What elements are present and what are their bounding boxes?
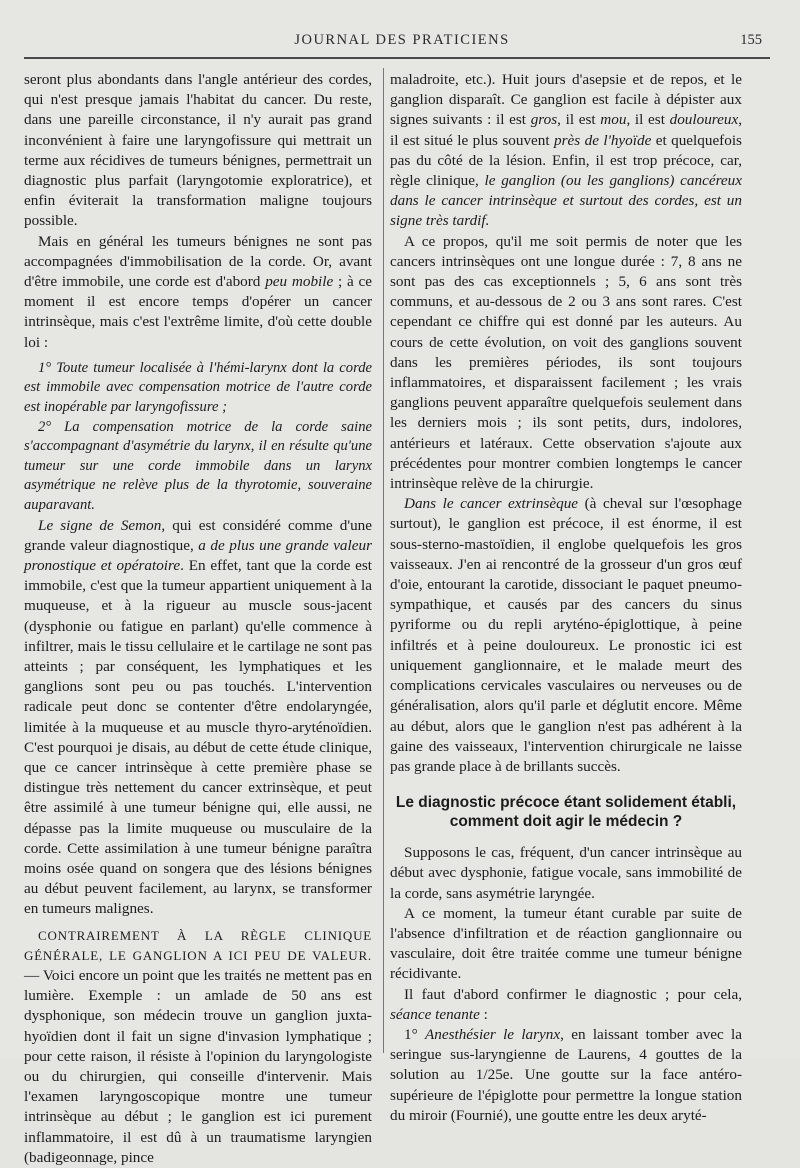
italic-run: Anesthésier le larynx [424,1025,561,1043]
header-rule [24,57,770,59]
paragraph [24,926,372,1168]
running-header [24,32,780,52]
italic-run: peu mobile [265,273,334,291]
law-item-2 [24,418,372,516]
paragraph [24,232,372,353]
text-run: ; à ce moment il est encore temps d'opérer un cancer intrinsèque, mais c'est l'extrême limite, d'où cette double loi : [24,273,372,351]
italic-run: douloureux [669,111,739,129]
paragraph: seront plus abondants dans l'angle antérieur des cordes, qui n'est presque jamais l'habitat du cancer. Du reste, dans une pareille circonstance, il n'y aurait pas grand inconvénient à faire une laryngofissure qui mettrait un terme aux récidives de tumeurs bénignes, permettrait un diagnostic plus parfait (laryngotomie exploratrice), et enfin éviterait la transformation maligne toujours possible. [24,71,372,230]
italic-run: 1° Toute tumeur localisée à l'hémi-larynx dont la corde est immobile avec compensation motrice de l'autre corde est inopérable par laryngofissure ; [24,359,372,416]
text-run: : [479,1005,488,1023]
page-number: 155 [740,32,762,48]
text-run: , il est [626,111,670,129]
text-run: maladroite, etc.). Huit jours d'asepsie et de repos, et le ganglion disparaît. Ce ganglion est facile à dépister aux signes suivants : il est [390,71,742,129]
text-run: et quelquefois pas du côté de la lésion. Enfin, il est trop précoce, car, règle clinique, [390,131,742,190]
paragraph: A ce moment, la tumeur étant curable par suite de l'absence d'infiltration et de réaction ganglionnaire ou vasculaire, doit être traitée comme une tumeur bénigne récidivante. [390,904,742,983]
paragraph: Supposons le cas, fréquent, d'un cancer intrinsèque au début avec dysphonie, fatigue vocale, sans immobilité de la corde, sans asymétrie laryngée. [390,844,742,902]
text-run: , il est situé le plus souvent [390,111,743,149]
text-run: Il faut d'abord confirmer le diagnostic ; pour cela, [404,985,742,1003]
italic-run: près de l'hyoïde [554,131,652,149]
text-run: , en laissant tomber avec la seringue sus-laryngienne de Laurens, 4 gouttes de la solution au 1/25e. Une goutte sur la face antéro-supérieure de l'épiglotte pour permettre la longue station du miroir (Fournié), une goutte entre les deux aryté- [390,1025,743,1124]
text-run: , il est [557,111,601,129]
paragraph: A ce propos, qu'il me soit permis de noter que les cancers intrinsèques ont une longue durée : 7, 8 ans ne sont pas des cas exceptionnels ; 5, 6 ans sont très communs, et au-dessous de 2 ou 3 ans sont rares. C'est cependant ce chiffre qui est donné par les auteurs. Au cours de cette évolution, on voit des ganglions souvent dans les premières périodes, ils sont toujours inflammatoires, et disparaissent facilement ; les vrais ganglions peuvent apparaître quelquefois seulement dans les derniers mois ; ils sont petits, durs, indolores, antérieurs et latéraux. Cette observation s'ajoute aux précédentes pour montrer combien longtemps le cancer intrinsèque relève de la chirurgie. [390,232,742,493]
italic-run: mou [600,111,627,129]
italic-run: 2° La compensation motrice de la corde saine s'accompagnant d'asymétrie du larynx, il en résulte qu'une tumeur sur une corde immobile dans un larynx asymétrique ne relève plus de la thyrotomie, souveraine auparavant. [24,418,372,513]
text-run: . En effet, tant que la corde est immobile, c'est que la tumeur appartient uniquement à la muqueuse, et à la rigueur au muscle sous-jacent (dysphonie ou fatigue en parlant) qu'elle commence à infiltrer, mais le tissu cellulaire et le cartilage ne sont pas atteints ; par conséquent, les lymphatiques et les ganglions sont peu ou pas touchés. L'intervention radicale peut donc se contenter d'être endolaryngée, limitée à la muqueuse et au muscle thyro-aryténoïdien. C'est pourquoi je disais, au début de cette étude clinique, que ce cancer intrinsèque à cette première phase se distingue très nettement du cancer extrinsèque, et peut être assimilé à une tumeur bénigne qui, elle aussi, ne dépasse pas la limite muqueuse ou musculaire de la corde. Cette assimilation à une tumeur bénigne paraîtra moins osée quand on songera que des lésions bénignes au début peuvent facilement, au larynx, se transformer en tumeurs malignes. [24,557,372,918]
paragraph [390,985,742,1025]
paragraph [390,70,742,232]
italic-run: séance tenante [390,1005,480,1023]
italic-run: Le signe de Semon [38,516,162,534]
italic-run: Dans le cancer extrinsèque [404,495,579,513]
italic-run: gros [530,111,558,129]
text-run: , qui est considéré comme d'une grande valeur diagnostique, [24,516,373,554]
italic-run: le ganglion (ou les ganglions) cancéreux dans le cancer intrinsèque et surtout des cordes, est un signe très tardif. [390,172,742,230]
text-run: Mais en général les tumeurs bénignes ne sont pas accompagnées d'immobilisation de la corde. Or, avant d'être immobile, une corde est d'abord [24,232,372,291]
small-caps-heading: CONTRAIREMENT À LA RÈGLE CLINIQUE GÉNÉRALE, LE GANGLION A ICI PEU DE VALEUR. [24,927,372,963]
law-item-1 [24,359,372,418]
paragraph [24,516,372,920]
text-run: (à cheval sur l'œsophage surtout), le ganglion est précoce, il est énorme, il est sous-sterno-mastoïdien, il englobe quelquefois les gros vaisseaux. J'en ai rencontré de la grosseur d'un gros œuf d'oie, entourant la carotide, dissociant le paquet pneumo-sympathique, et causés par des cancers du sinus pyriforme ou du repli aryténo-épiglottique, à peine infiltrés et à peine douloureux. Le pronostic ici est uniquement ganglionnaire, et le malade meurt des complications cervicales vasculaires ou nerveuses ou de généralisation, alors qu'il parle et déglutit encore. Même au début, alors que le ganglion n'est pas adhérent à la gaine des vaisseaux, l'intervention chirurgicale ne laisse pas grande place à de brillants succès. [390,495,742,775]
right-column [390,70,742,1126]
left-column [24,70,372,1168]
column-divider [383,68,384,1053]
italic-run: a de plus une grande valeur pronostique et opératoire [24,536,372,574]
paragraph [390,1025,742,1126]
journal-title: JOURNAL DES PRATICIENS [294,32,510,48]
text-run: 1° [404,1025,425,1043]
text-run: — Voici encore un point que les traités ne mettent pas en lumière. Exemple : un amlade de 50 ans est dysphonique, son médecin trouve un ganglion juxta-hyoïdien dont il fait un signe d'invasion lymphatique ; pour cette raison, il résiste à l'opinion du laryngologiste ou du chirurgien, qui conseille d'intervenir. Mais l'examen laryngoscopique montre une tumeur intrinsèque au début ; le ganglion est ici purement inflammatoire, il est dû à un traumatisme laryngien (badigeonnage, pince [24,967,372,1166]
section-title: Le diagnostic précoce étant solidement établi, comment doit agir le médecin ? [395,794,737,831]
paragraph [390,494,742,777]
